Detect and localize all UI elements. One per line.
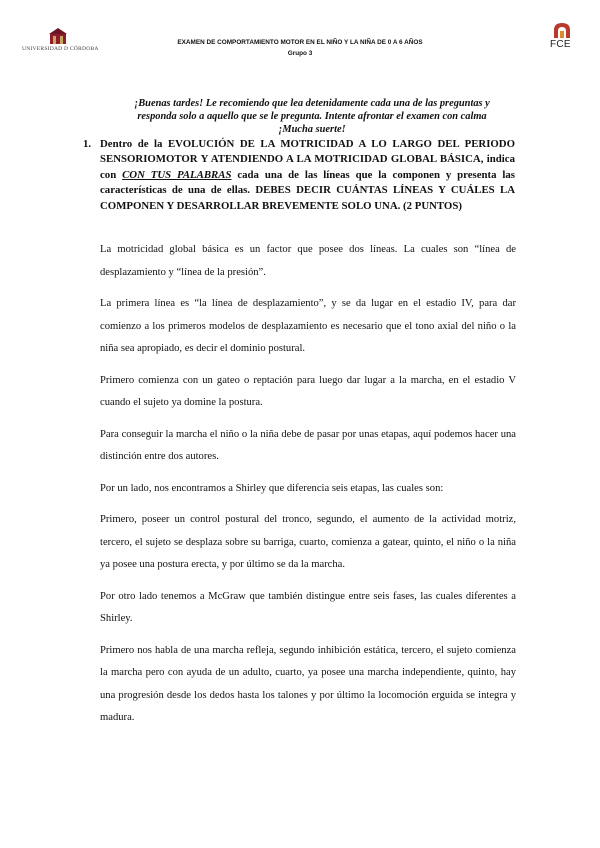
answer-paragraph: Primero nos habla de una marcha refleja, segundo inhibición estática, tercero, el sujeto comienza la marcha pero con ayuda de un adulto, cuarto, ya posee una marcha independiente, quinto, hay una progresión desde los dedos hasta los talones y por último la locomoción erguida se integra y madura.: [100, 644, 516, 723]
answer-paragraph: La primera línea es “la línea de desplazamiento”, y se da lugar en el estadio IV, para dar comienzo a los primeros modelos de desplazamiento es necesario que el tono axial del niño o la niña sea apropiado, es decir el dominio postural.: [100, 298, 516, 354]
intro-message: [112, 97, 512, 136]
university-crest-icon: [49, 28, 67, 44]
question-emphasis: CON TUS PALABRAS: [122, 168, 232, 181]
exam-group: Grupo 3: [287, 50, 313, 57]
exam-header: [120, 37, 480, 59]
intro-line-2: responda solo a aquello que se le pregunta. Intente afrontar el examen con calma: [137, 111, 487, 122]
exam-title: EXAMEN DE COMPORTAMIENTO MOTOR EN EL NIÑO Y LA NIÑA DE 0 A 6 AÑOS: [177, 39, 423, 46]
faculty-logo: [545, 22, 579, 52]
answer-paragraph: Primero comienza con un gateo o reptación para luego dar lugar a la marcha, en el estadio V cuando el sujeto ya domine la postura.: [100, 374, 516, 408]
answer-paragraph: Por un lado, nos encontramos a Shirley que diferencia seis etapas, las cuales son:: [100, 482, 444, 494]
answer-body: [100, 239, 516, 739]
question-text-start: Dentro de la EVOLUCIÓN DE LA MOTRICIDAD A LO LARGO DEL PERIODO SENSORIOMOTOR Y ATENDIENDO A LA MOTRICIDAD GLOBAL BÁSICA, indica con: [100, 138, 515, 181]
faculty-emblem-icon: [552, 22, 572, 38]
answer-paragraph: Por otro lado tenemos a McGraw que también distingue entre seis fases, las cuales diferentes a Shirley.: [100, 590, 516, 624]
answer-paragraph: Para conseguir la marcha el niño o la niña debe de pasar por unas etapas, aquí podemos hacer una distinción entre dos autores.: [100, 428, 516, 462]
question-number: 1.: [83, 138, 92, 150]
faculty-acronym: FCE: [550, 39, 571, 50]
university-name: UNIVERSIDAD D CÓRDOBA: [22, 46, 99, 52]
answer-paragraph: Primero, poseer un control postural del tronco, segundo, el aumento de la actividad motriz, tercero, el sujeto se desplaza sobre su barriga, cuarto, comienza a gatear, quinto, el niño o la niña ya posee una postura erecta, y por último se da la marcha.: [100, 514, 516, 570]
question-text: [100, 137, 515, 214]
answer-paragraph: La motricidad global básica es un factor que posee dos líneas. La cuales son “línea de desplazamiento y “línea de la presión”.: [100, 244, 516, 278]
university-logo: [22, 28, 99, 56]
intro-line-1: ¡Buenas tardes! Le recomiendo que lea detenidamente cada una de las preguntas y: [134, 98, 490, 109]
question-1: [83, 137, 515, 214]
intro-line-3: ¡Mucha suerte!: [278, 124, 346, 135]
question-text-end: cada una de las líneas que la componen y presenta las características de una de ellas. DEBES DECIR CUÁNTAS LÍNEAS Y CUÁLES LA COMPONEN Y DESARROLLAR BREVEMENTE SOLO UNA. (2 PUNTOS): [100, 168, 515, 212]
